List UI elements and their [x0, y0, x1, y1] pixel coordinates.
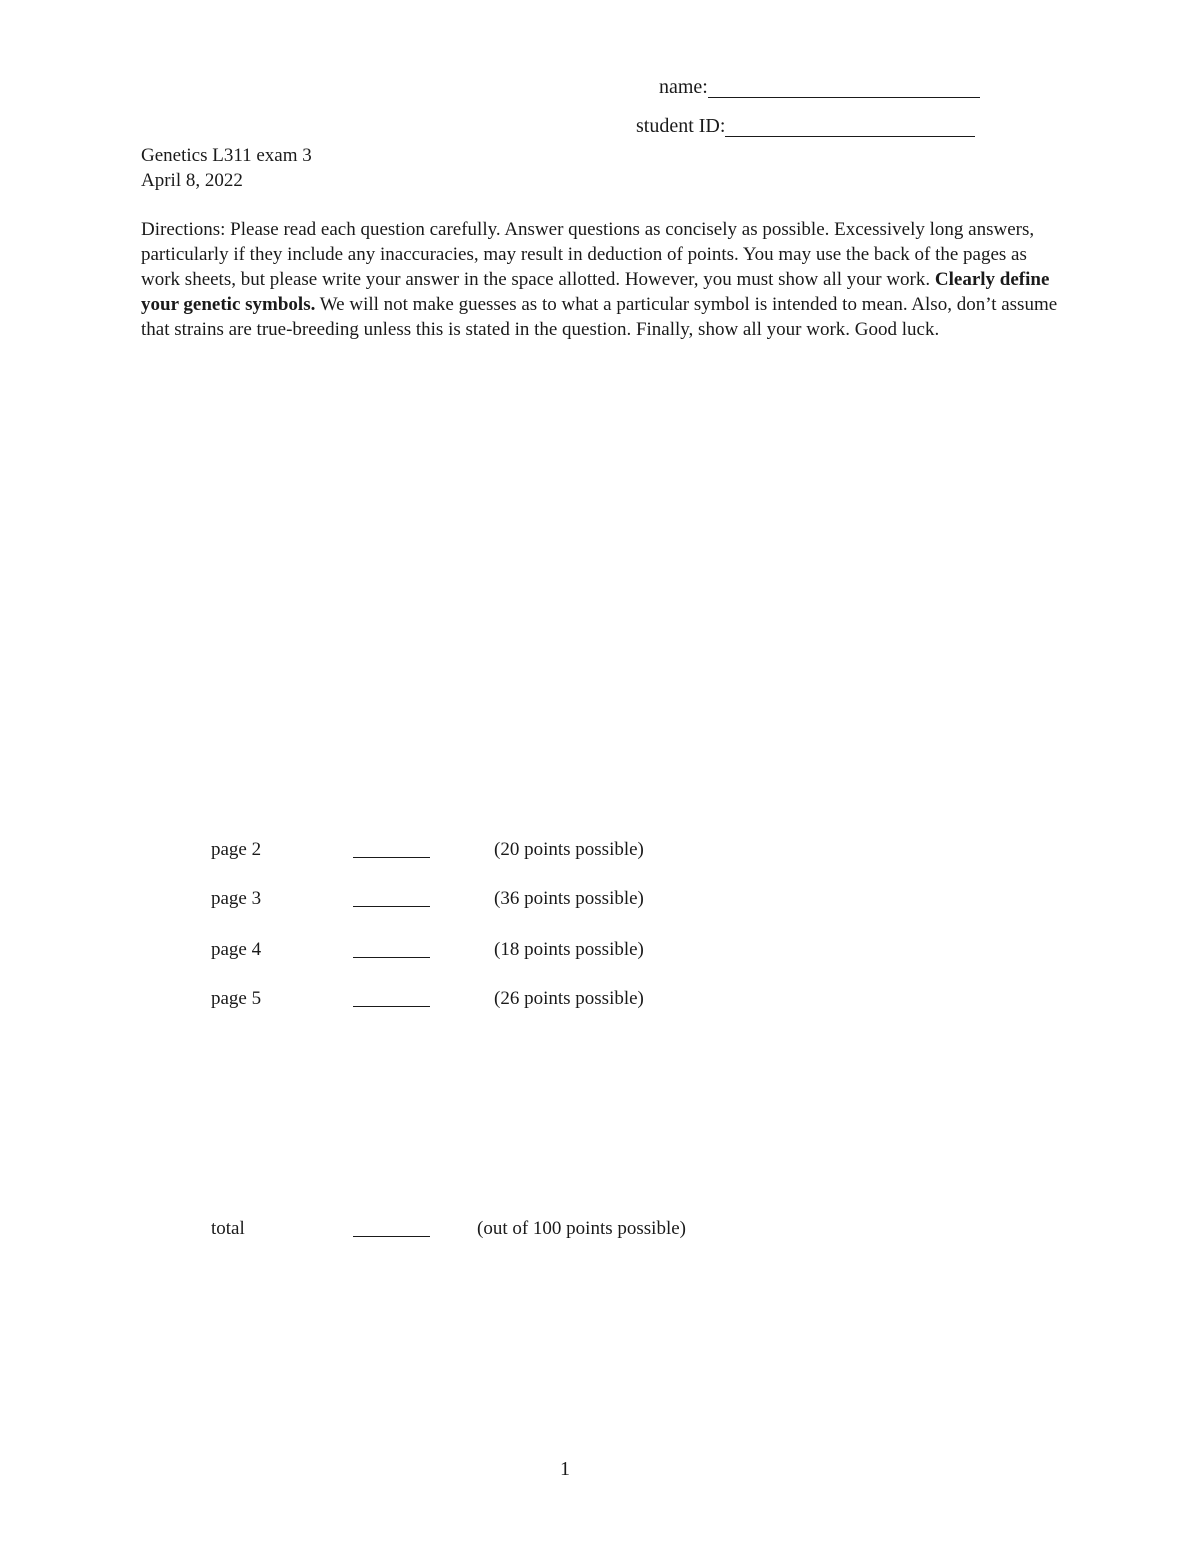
score-blank[interactable]: [353, 1006, 430, 1007]
name-label: name:: [659, 76, 708, 98]
student-id-field[interactable]: [636, 114, 975, 138]
score-blank[interactable]: [353, 906, 430, 907]
score-row-label: page 5: [211, 988, 262, 1009]
score-row-possible: (26 points possible): [494, 988, 644, 1009]
score-total-blank[interactable]: [353, 1236, 430, 1237]
student-id-label: student ID:: [636, 115, 726, 137]
score-blank[interactable]: [353, 957, 430, 958]
score-row-label: page 3: [211, 888, 262, 909]
directions-rest: We will not make guesses as to what a particular symbol is intended to mean. Also, don’t assume that strains are true-breeding unless this is stated in the question. Finally, show all your work. Good luck.: [141, 294, 1058, 340]
score-row-label: page 4: [211, 939, 262, 960]
exam-date: April 8, 2022: [141, 170, 243, 191]
course-title: Genetics L311 exam 3: [141, 145, 312, 166]
score-total-possible: (out of 100 points possible): [477, 1218, 686, 1239]
score-total-label: total: [211, 1218, 245, 1239]
score-row-possible: (18 points possible): [494, 939, 644, 960]
score-row-possible: (36 points possible): [494, 888, 644, 909]
name-blank[interactable]: [708, 75, 980, 98]
exam-header: [141, 143, 312, 193]
directions-intro: Directions: Please read each question carefully. Answer questions as concisely as possible. Excessively long answers, particularly if they include any inaccuracies, may result in deduction of points. You may use the back of the pages as work sheets, but please write your answer in the space allotted. However, you must show all your work.: [141, 219, 1035, 290]
score-row-possible: (20 points possible): [494, 839, 644, 860]
page-number: 1: [560, 1458, 570, 1480]
student-id-blank[interactable]: [725, 114, 975, 137]
directions-emphasis: Clearly define your genetic symbols.: [141, 269, 1050, 315]
name-field[interactable]: [659, 75, 980, 99]
score-blank[interactable]: [353, 857, 430, 858]
score-row-label: page 2: [211, 839, 262, 860]
directions-paragraph: [141, 217, 1066, 342]
